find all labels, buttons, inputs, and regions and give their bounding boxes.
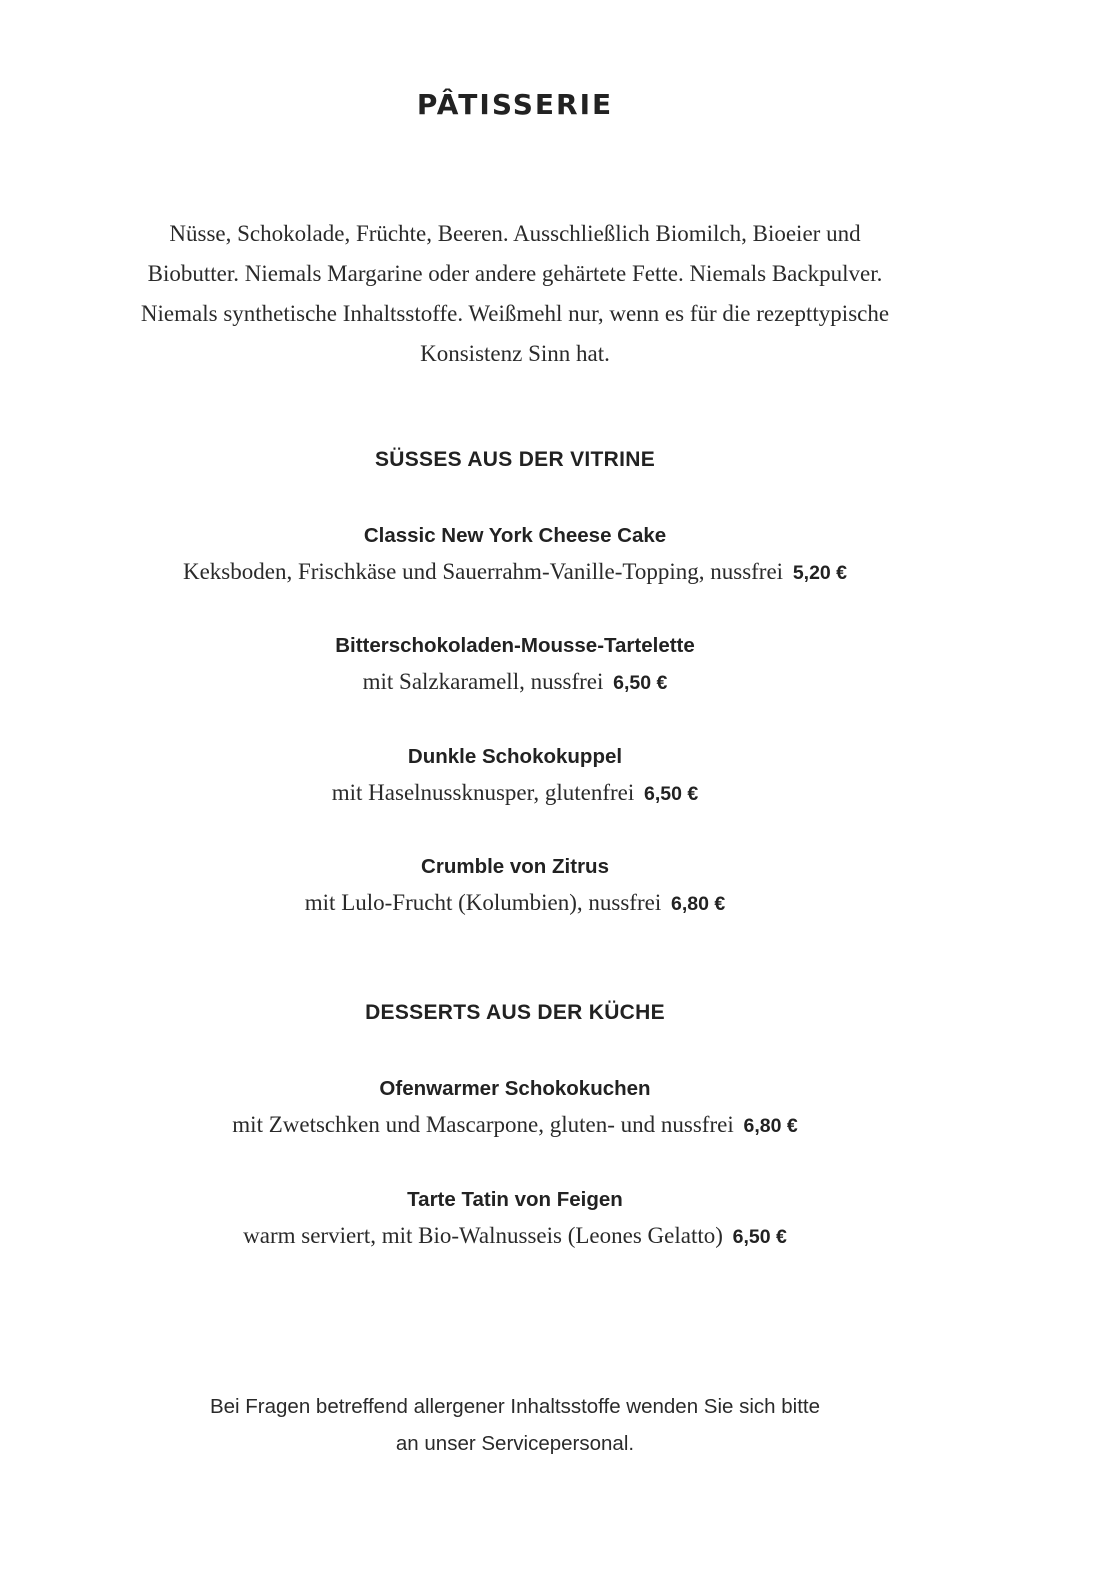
item-price: 6,50 €	[613, 672, 668, 694]
intro-text	[60, 214, 970, 374]
item-description-line	[0, 554, 1030, 591]
item-name: Dunkle Schokokuppel	[407, 745, 623, 768]
item-description: Keksboden, Frischkäse und Sauerrahm-Vanille-Topping, nussfrei	[182, 559, 784, 584]
item-description-line	[0, 664, 1030, 701]
intro-line: Biobutter. Niemals Margarine oder andere gehärtete Fette. Niemals Backpulver.	[147, 261, 883, 286]
item-description: mit Zwetschken und Mascarpone, gluten- und nussfrei	[232, 1112, 734, 1137]
allergen-note-line: Bei Fragen betreffend allergener Inhaltsstoffe wenden Sie sich bitte	[209, 1395, 821, 1418]
item-name: Tarte Tatin von Feigen	[407, 1188, 623, 1211]
item-description-line	[0, 1218, 1030, 1255]
item-description: warm serviert, mit Bio-Walnusseis (Leones Gelatto)	[243, 1223, 723, 1248]
intro-line: Niemals synthetische Inhaltsstoffe. Weißmehl nur, wenn es für die rezepttypische	[140, 301, 890, 326]
item-description: mit Salzkaramell, nussfrei	[362, 669, 604, 694]
menu-item	[0, 1071, 1030, 1144]
menu-item	[0, 1182, 1030, 1255]
intro-line: Nüsse, Schokolade, Früchte, Beeren. Ausschließlich Biomilch, Bioeier und	[169, 221, 861, 246]
menu-item	[0, 739, 1030, 812]
item-description: mit Lulo-Frucht (Kolumbien), nussfrei	[304, 890, 662, 915]
item-price: 6,50 €	[644, 783, 699, 805]
item-price: 5,20 €	[792, 562, 848, 584]
item-name: Classic New York Cheese Cake	[363, 524, 667, 547]
item-description: mit Haselnussknusper, glutenfrei	[331, 780, 635, 805]
allergen-note	[0, 1388, 1030, 1462]
page-title: PÂTISSERIE	[416, 88, 614, 121]
intro-line: Konsistenz Sinn hat.	[420, 341, 610, 366]
menu-item	[0, 628, 1030, 701]
item-price: 6,80 €	[743, 1115, 798, 1137]
section-heading-vitrine: SÜSSES AUS DER VITRINE	[374, 448, 656, 471]
section-heading-kueche: DESSERTS AUS DER KÜCHE	[365, 1001, 665, 1024]
item-description-line	[0, 885, 1030, 922]
item-name: Crumble von Zitrus	[421, 855, 609, 878]
menu-item	[0, 518, 1030, 591]
item-name: Ofenwarmer Schokokuchen	[379, 1077, 651, 1100]
item-description-line	[0, 1107, 1030, 1144]
item-price: 6,80 €	[670, 893, 726, 915]
item-description-line	[0, 775, 1030, 812]
menu-item	[0, 849, 1030, 922]
item-name: Bitterschokoladen-Mousse-Tartelette	[335, 634, 695, 657]
allergen-note-line: an unser Servicepersonal.	[395, 1432, 635, 1455]
item-price: 6,50 €	[732, 1226, 787, 1248]
